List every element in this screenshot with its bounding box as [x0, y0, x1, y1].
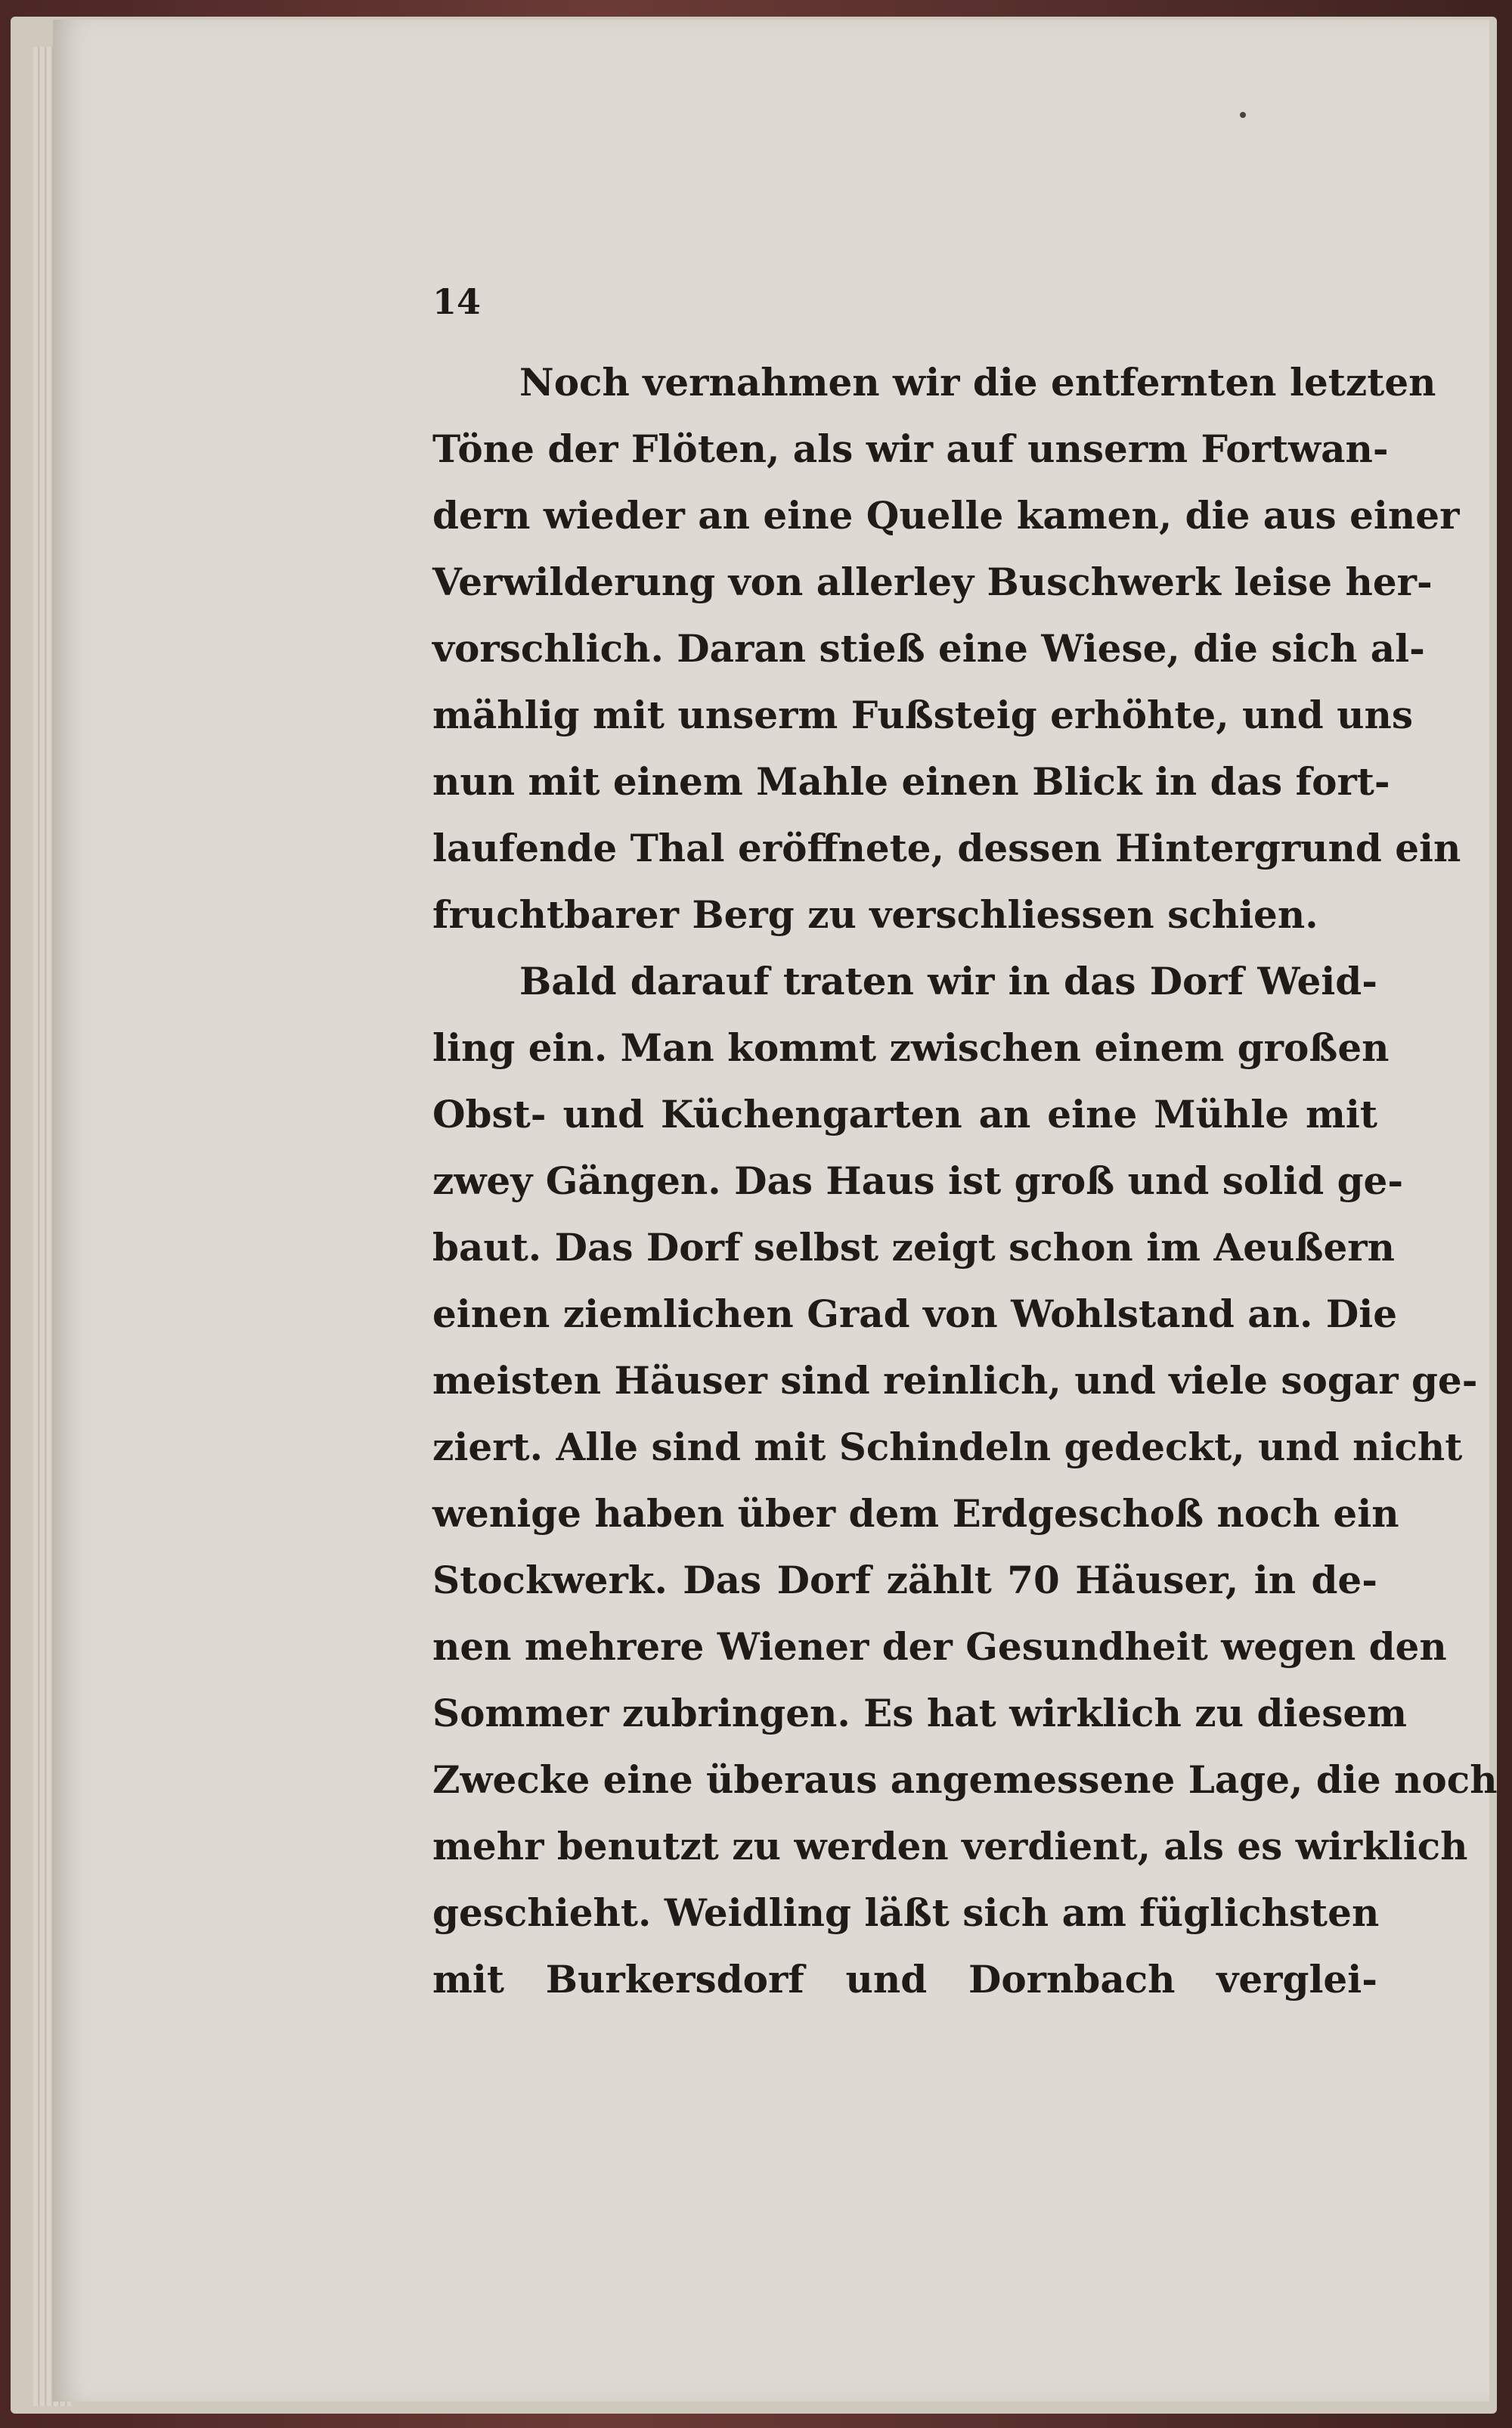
text-line: mit Burkersdorf und Dornbach verglei-	[432, 1957, 1377, 2002]
text-line: fruchtbarer Berg zu verschliessen schien.	[432, 892, 1318, 937]
text-line: meisten Häuser sind reinlich, und viele sogar ge-	[432, 1358, 1478, 1403]
text-line: Zwecke eine überaus angemessene Lage, die noch	[432, 1757, 1498, 1802]
text-line: Bald darauf traten wir in das Dorf Weid-	[519, 959, 1377, 1003]
text-line: mehr benutzt zu werden verdient, als es wirklich	[432, 1824, 1468, 1868]
text-line: Verwilderung von allerley Buschwerk leise her-	[432, 560, 1433, 604]
text-line: geschieht. Weidling läßt sich am füglichsten	[432, 1890, 1380, 1935]
text-line: Obst- und Küchengarten an eine Mühle mit	[432, 1092, 1377, 1136]
text-line: Stockwerk. Das Dorf zählt 70 Häuser, in de-	[432, 1558, 1377, 1602]
text-line: ling ein. Man kommt zwischen einem großen	[432, 1025, 1390, 1070]
text-line: nen mehrere Wiener der Gesundheit wegen den	[432, 1624, 1447, 1669]
text-line: einen ziemlichen Grad von Wohlstand an. Die	[432, 1292, 1398, 1336]
page-number: 14	[432, 281, 482, 322]
text-line: laufende Thal eröffnete, dessen Hintergrund ein	[432, 826, 1461, 870]
text-line: Töne der Flöten, als wir auf unserm Fortwan-	[432, 426, 1389, 471]
text-line: mählig mit unserm Fußsteig erhöhte, und uns	[432, 693, 1413, 737]
text-line: dern wieder an eine Quelle kamen, die aus einer	[432, 493, 1460, 538]
text-line: Noch vernahmen wir die entfernten letzten	[519, 360, 1436, 405]
text-line: zwey Gängen. Das Haus ist groß und solid ge-	[432, 1158, 1404, 1203]
body-text	[432, 349, 1498, 2013]
text-line: nun mit einem Mahle einen Blick in das fort-	[432, 759, 1390, 804]
text-line: vorschlich. Daran stieß eine Wiese, die sich al-	[432, 626, 1425, 671]
text-line: Sommer zubringen. Es hat wirklich zu diesem	[432, 1691, 1408, 1735]
paper-speck	[1240, 112, 1246, 118]
text-line: baut. Das Dorf selbst zeigt schon im Aeußern	[432, 1225, 1395, 1270]
text-line: wenige haben über dem Erdgeschoß noch ein	[432, 1491, 1399, 1536]
text-line: ziert. Alle sind mit Schindeln gedeckt, und nicht	[432, 1425, 1463, 1469]
